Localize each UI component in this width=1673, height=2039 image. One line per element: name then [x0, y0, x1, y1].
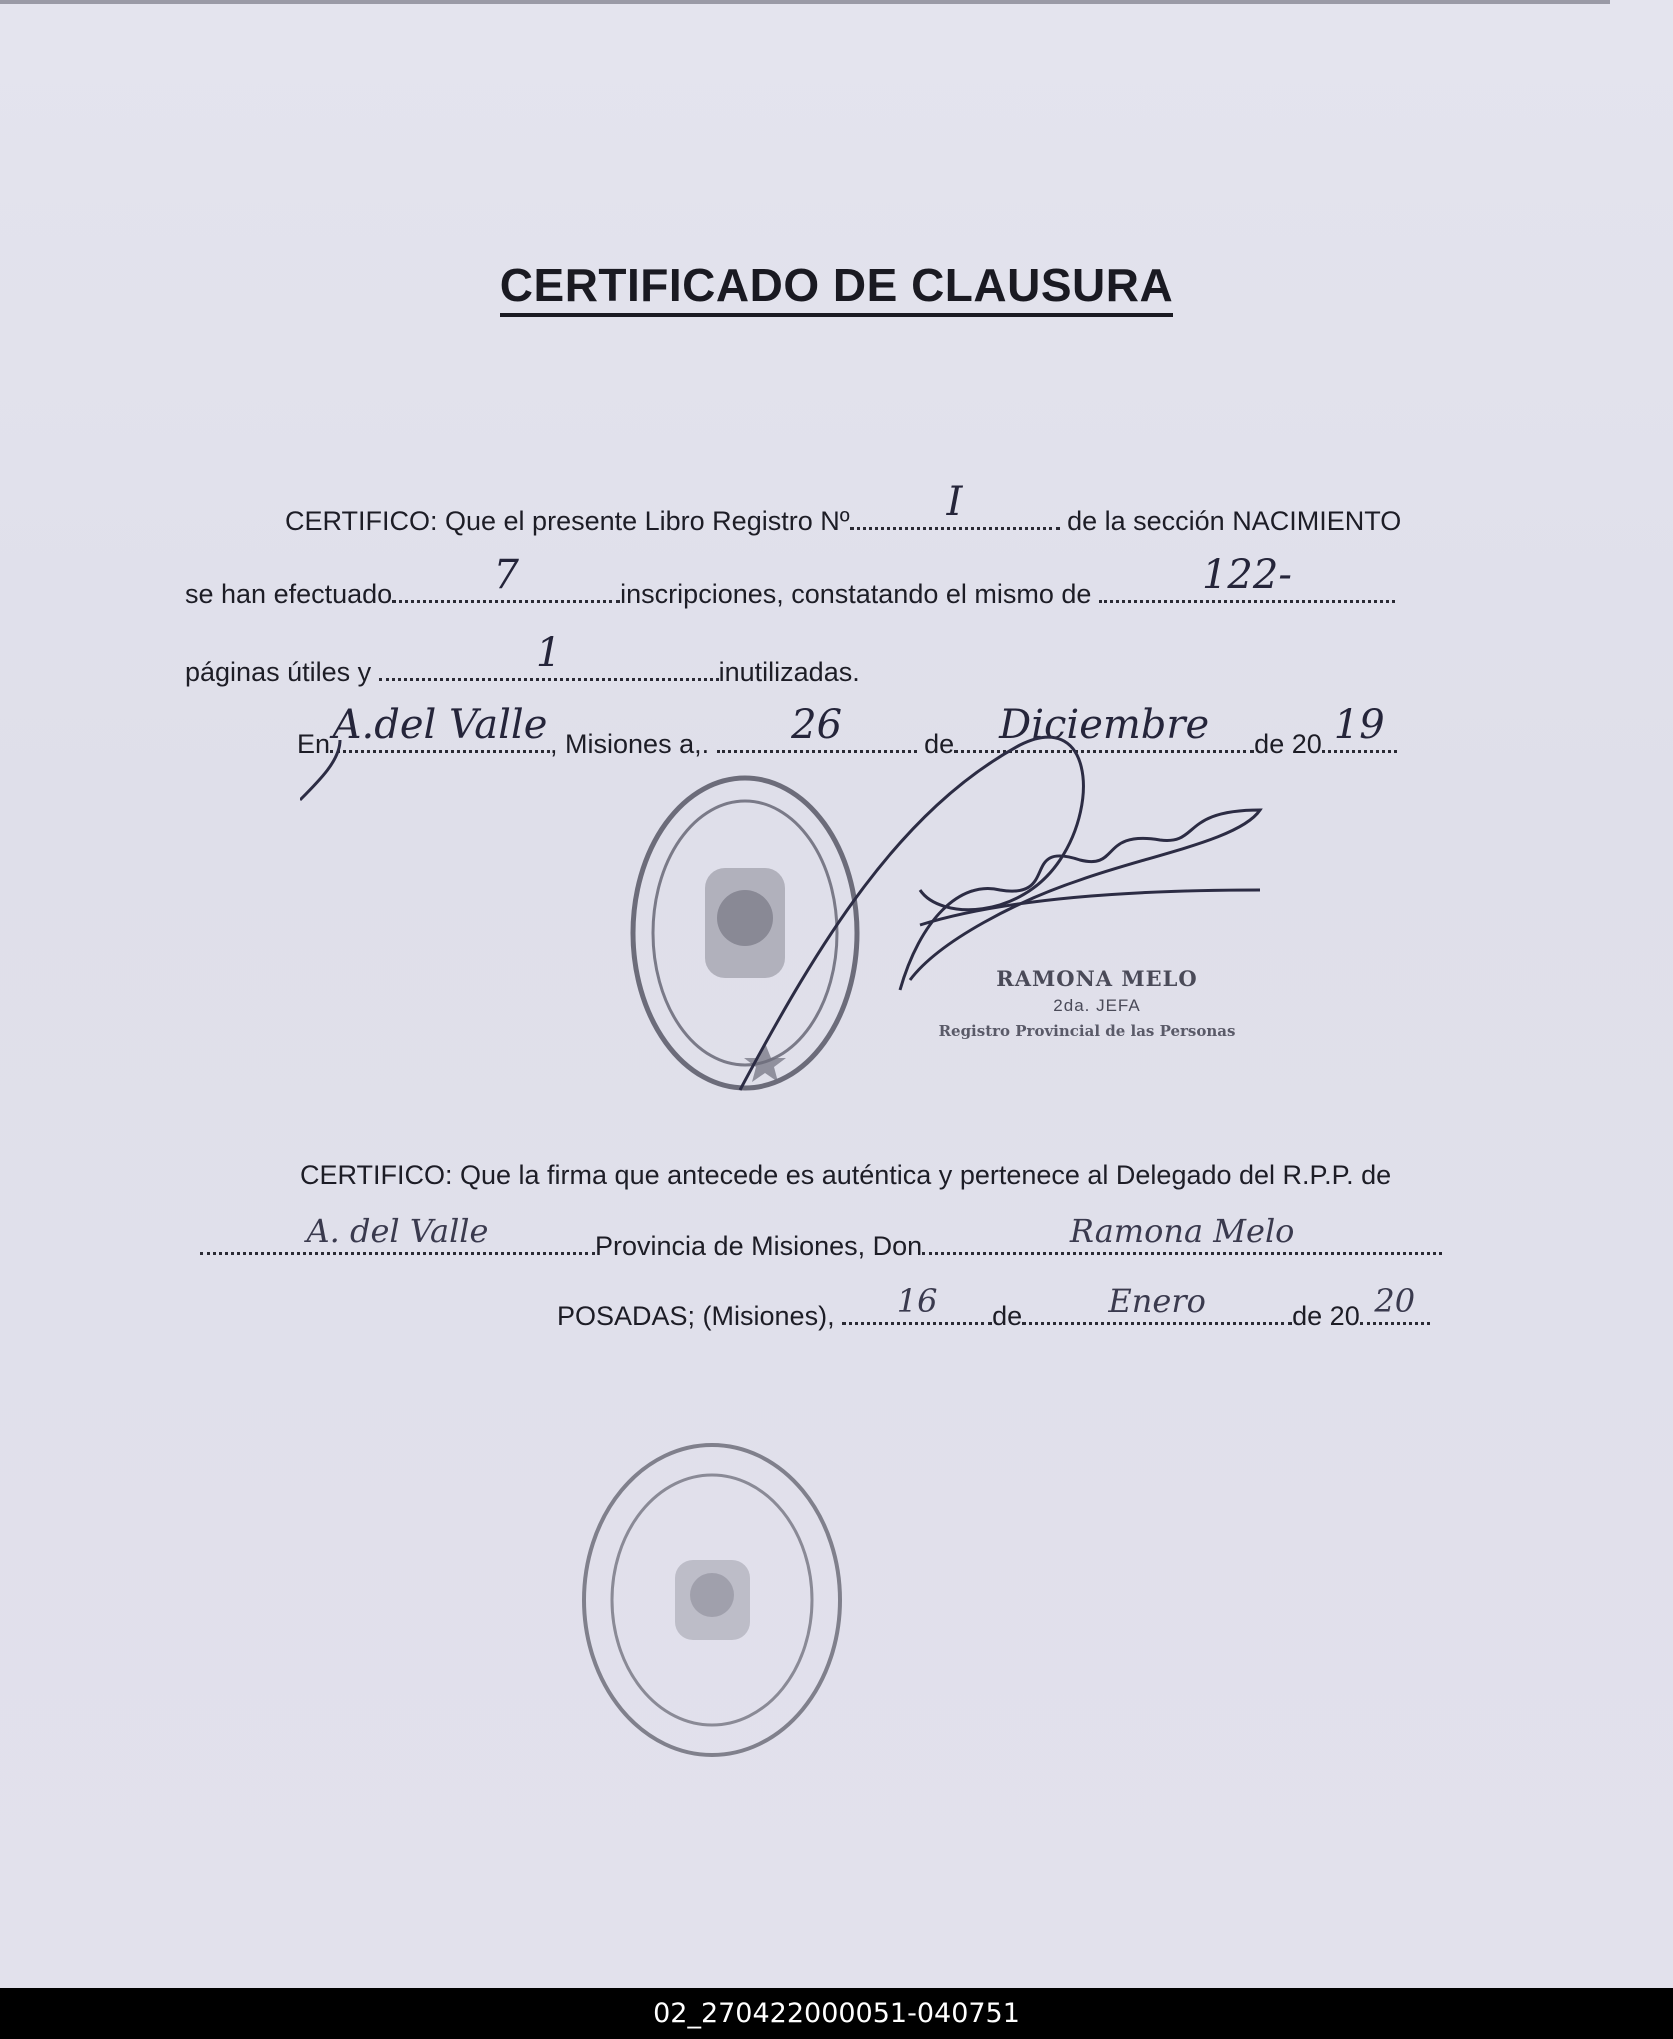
cert2-line1: CERTIFICO: Que la firma que antecede es auténtica y pertenece al Delegado del R.P.P. de	[300, 1160, 1392, 1190]
blank-dia-2: 16	[842, 1300, 992, 1325]
blank-anio-2: 20	[1360, 1300, 1430, 1325]
blank-paginas: 122-	[1099, 578, 1395, 603]
blank-anio: 19	[1322, 728, 1397, 753]
stamp-name: RAMONA MELO	[996, 966, 1198, 991]
blank-dia: 26	[717, 728, 917, 753]
document-title: CERTIFICADO DE CLAUSURA	[0, 258, 1673, 312]
cert2-line2: A. del Valle Provincia de Misiones, Don Ramona Melo	[200, 1230, 1442, 1262]
ministry-seal-stamp	[575, 1435, 850, 1770]
stamp-org: Registro Provincial de las Personas	[938, 1022, 1236, 1040]
blank-libro-numero: I	[850, 505, 1060, 530]
cert2-line3: POSADAS; (Misiones), 16 de Enero de 20 20	[557, 1300, 1430, 1332]
cert1-line3: páginas útiles y 1 inutilizadas.	[185, 630, 860, 687]
page-edge-line	[0, 0, 1610, 4]
cert1-line4: En A.del Valle , Misiones a,. 26 de Diciembre de 20 19	[297, 728, 1397, 760]
blank-mes: Diciembre	[954, 728, 1254, 753]
blank-inutilizadas: 1	[379, 656, 719, 681]
blank-mes-2: Enero	[1022, 1300, 1292, 1325]
cert1-line2: se han efectuado 7 inscripciones, constatando el mismo de 122-	[185, 578, 1395, 610]
cert1-line1: CERTIFICO: Que el presente Libro Registro Nº I de la sección NACIMIENTO	[285, 479, 1402, 536]
scan-footer-id: 02_270422000051-040751	[0, 1988, 1673, 2039]
blank-lugar: A.del Valle	[330, 728, 550, 753]
blank-delegacion: A. del Valle	[200, 1230, 595, 1255]
blank-inscripciones: 7	[392, 578, 620, 603]
blank-nombre: Ramona Melo	[922, 1230, 1442, 1255]
signature-stamp	[900, 880, 1250, 1100]
stamp-role: 2da. JEFA	[1053, 996, 1141, 1015]
